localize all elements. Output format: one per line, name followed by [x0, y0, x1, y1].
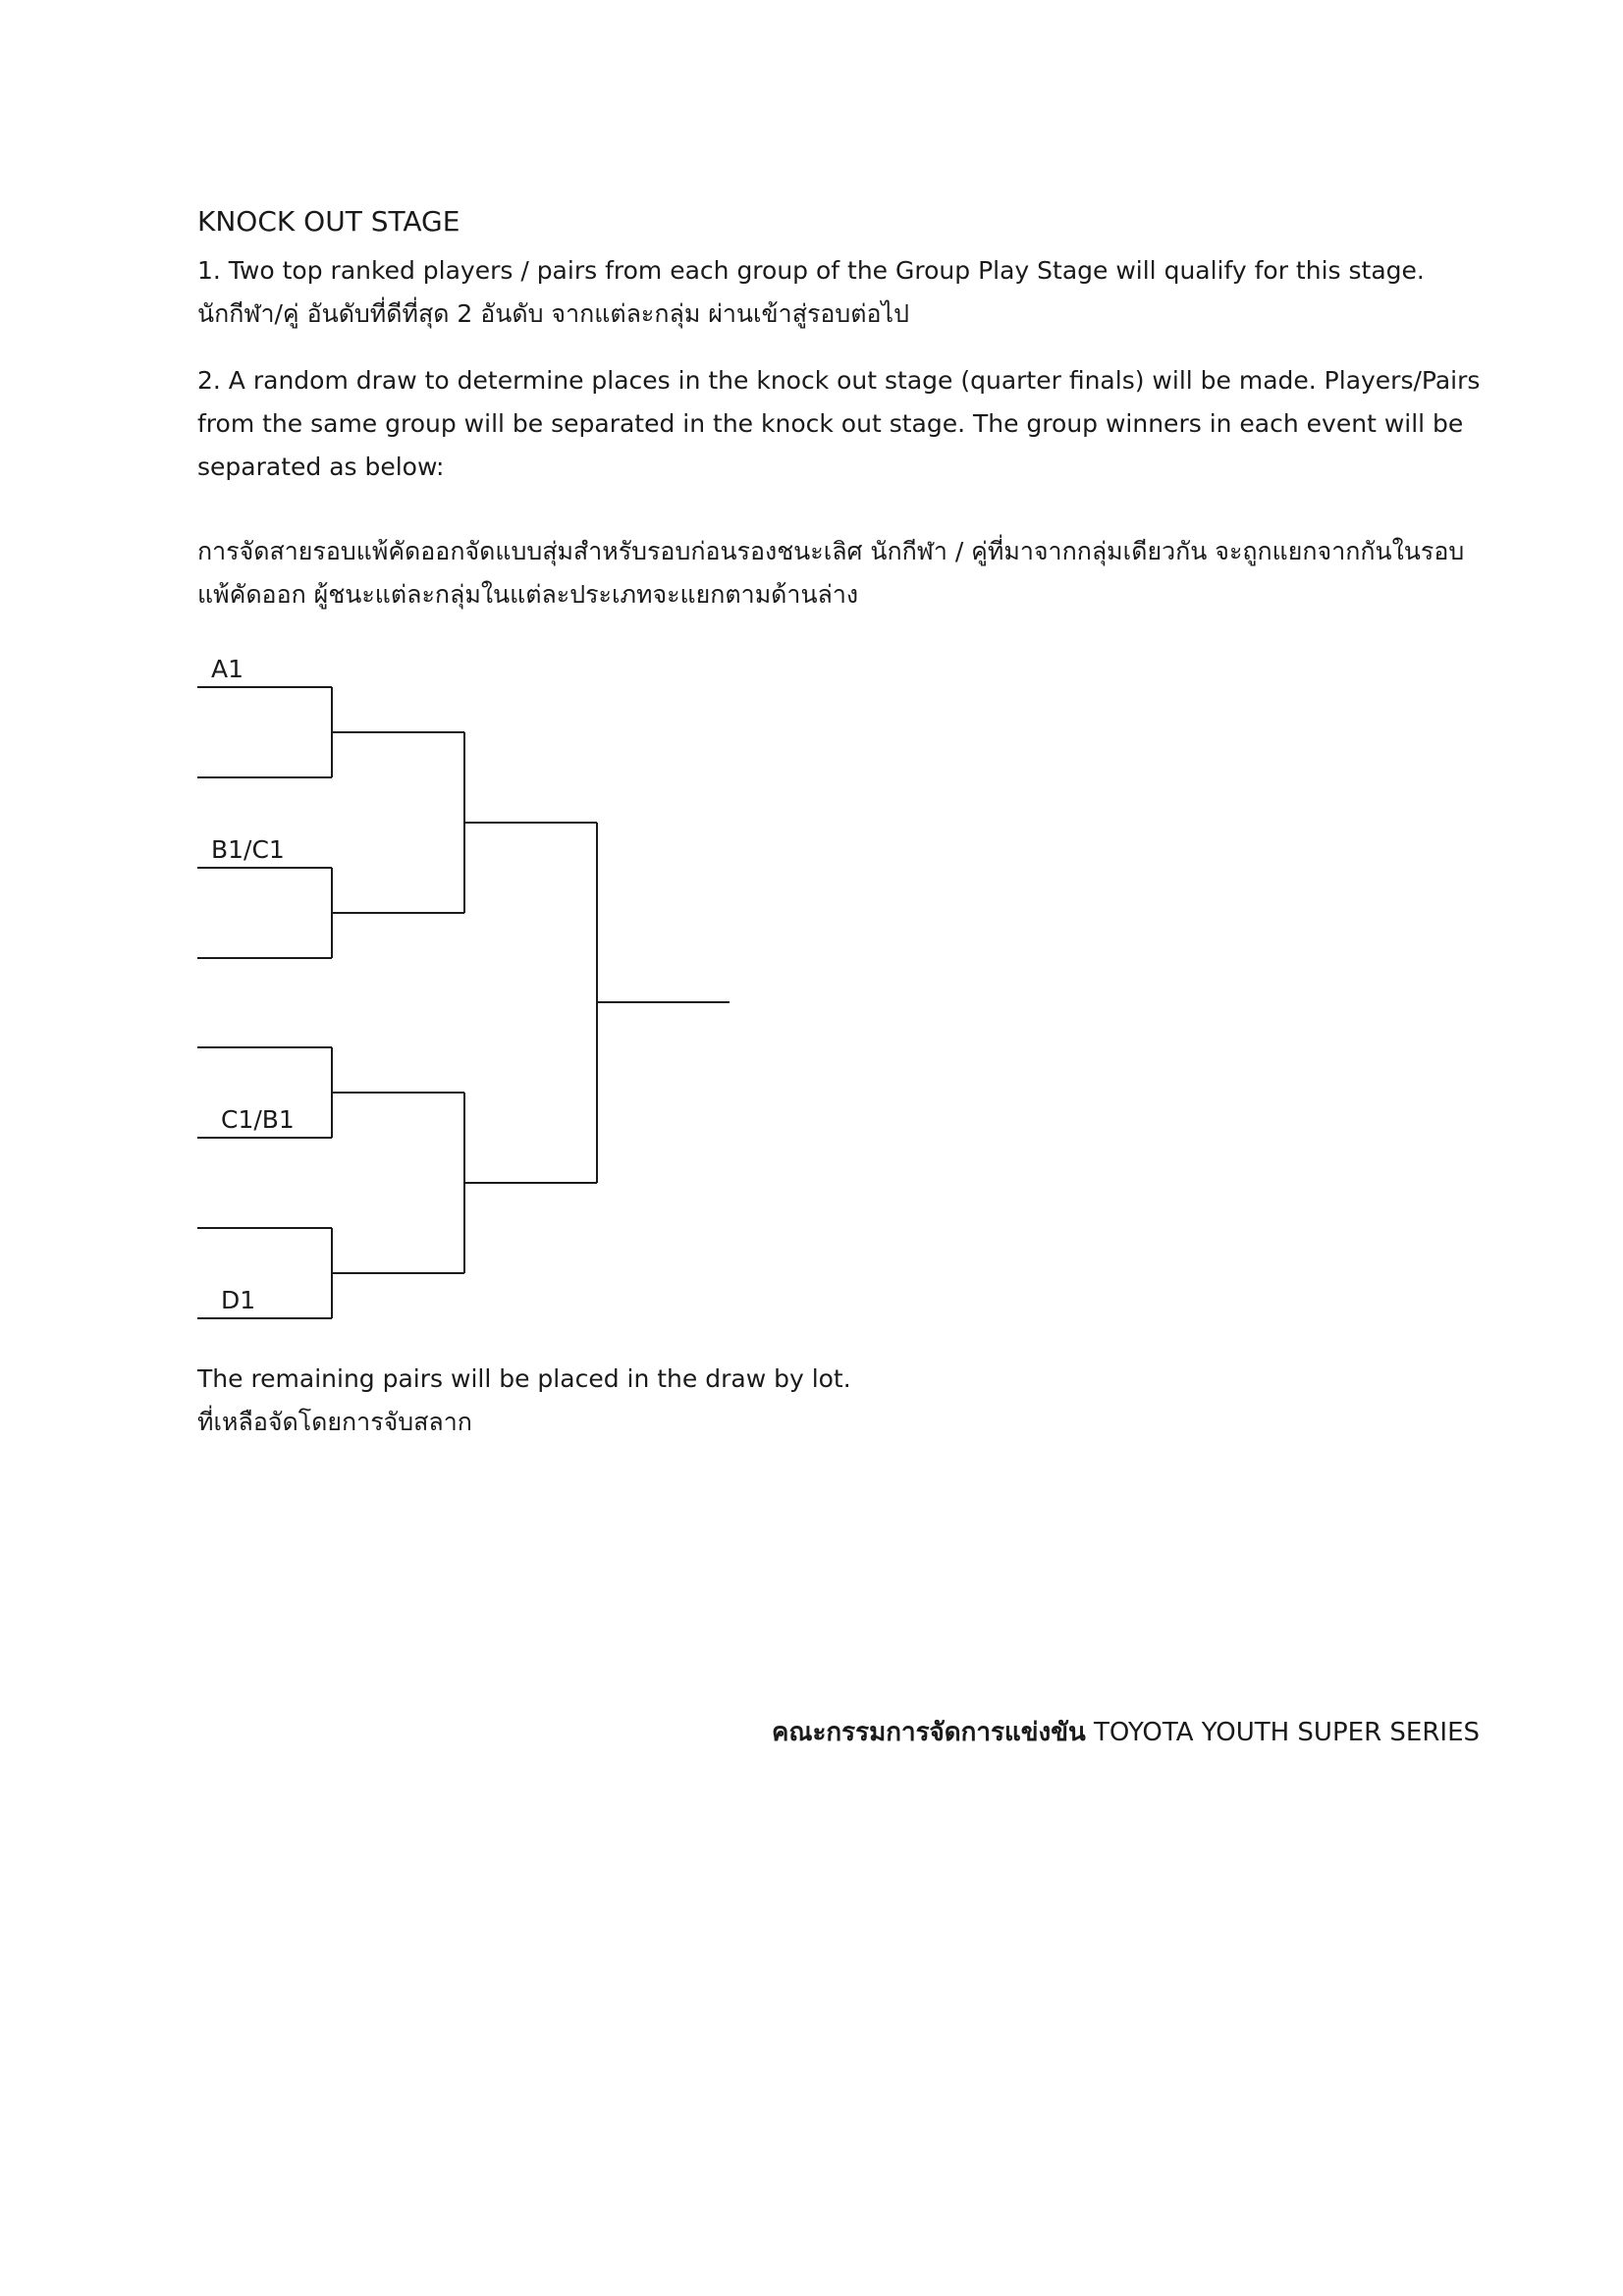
rule-2-thai: การจัดสายรอบแพ้คัดออกจัดแบบสุ่มสำหรับรอบก่อนรองชนะเลิศ นักกีฬา / คู่ที่มาจากกลุ่มเดียวกัน จะถูกแยกจากกันในรอบแพ้คัดออก ผู้ชนะแต่ละกลุ่มในแต่ละประเภทจะแยกตามด้านล่าง	[197, 537, 1465, 609]
slot-label-6: C1/B1	[221, 1105, 295, 1134]
bracket-slot-labels	[211, 655, 295, 1314]
remaining-note-thai: ที่เหลือจัดโดยการจับสลาก	[197, 1408, 472, 1436]
slot-label-8: D1	[221, 1286, 256, 1314]
page-heading: KNOCK OUT STAGE	[197, 205, 460, 238]
slot-label-3: B1/C1	[211, 835, 285, 864]
footer-signature	[772, 1713, 1480, 1752]
committee-name: คณะกรรมการจัดการแข่งขัน	[771, 1718, 1086, 1747]
rule-2-english: 2. A random draw to determine places in the knock out stage (quarter finals) will be made. Players/Pairs from the same group will be separated in the knock out stage. The group winners in each event will be separated as below:	[197, 366, 1481, 481]
remaining-pairs-note	[197, 1358, 1081, 1444]
remaining-note-english: The remaining pairs will be placed in the draw by lot.	[197, 1364, 851, 1393]
rule-1-thai: นักกีฬา/คู่ อันดับที่ดีที่สุด 2 อันดับ จากแต่ละกลุ่ม ผ่านเข้าสู่รอบต่อไป	[197, 299, 909, 328]
series-name: TOYOTA YOUTH SUPER SERIES	[1094, 1718, 1480, 1747]
rule-1-english: 1. Two top ranked players / pairs from each group of the Group Play Stage will qualify for this stage.	[197, 256, 1425, 285]
bracket-lines	[197, 687, 730, 1318]
slot-label-1: A1	[211, 655, 244, 683]
